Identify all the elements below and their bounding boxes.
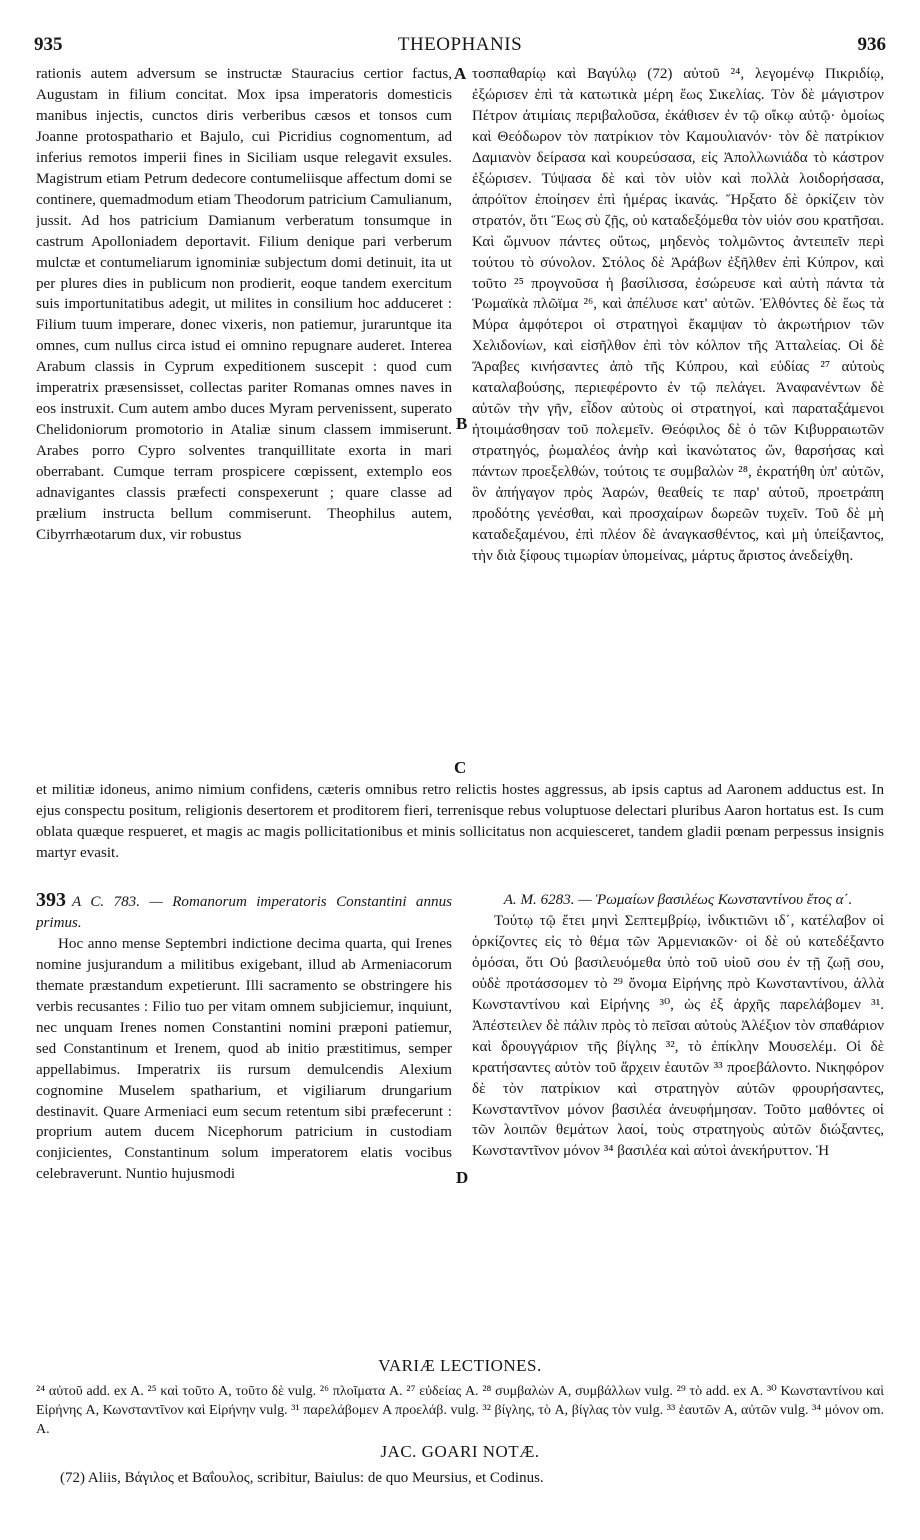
variae-lectiones-text: ²⁴ αὐτοῦ add. ex A. ²⁵ καὶ τοῦτο A, τοῦτο δὲ vulg. ²⁶ πλοῖματα A. ²⁷ εὐδείας A. ²⁸ συμβαλὼν A, συμβάλλων vulg. ²⁹ τὸ add. ex A. ³⁰ Κωνσταντίνου καὶ Εἰρήνης A, Κωνσταντῖνον καὶ Εἰρήνην vulg. ³¹ παρελάβομεν A προελάβ. vulg. ³² βίγλης, τὸ A, βίγλας τὸν vulg. ³³ ἑαυτῶν A, αὐτῶν vulg. ³⁴ μόνον om. A.	[36, 1384, 884, 1437]
greek-section-heading	[472, 890, 884, 911]
latin-heading-text: A C. 783. — Romanorum imperatoris Constantini annus primus.	[36, 894, 452, 931]
margin-marker-c: C	[454, 758, 467, 777]
running-title: THEOPHANIS	[397, 34, 523, 55]
latin-section-heading	[36, 890, 452, 934]
latin-paragraph: rationis autem adversum se instructæ Stauracius certior factus, Augustam in filium concitat. Mox ipsa imperatoris domesticis manibus injectis, cunctos diris verberibus cæsos et tonsos cum Joanne protospathario et Bajulo, cui Picridius cognomentum, ad inferius remotos imperii fines in Siciliam usque relegavit exsules. Magistrum etiam Petrum dedecore contumeliisque affectum domi se continere, quemadmodum etiam Theodorum patricium Camulianum, jussit. Ad hos patricium Damianum verberatum tonsumque in castrum Apolloniadem deportavit. Filium denique pari verberum mulctæ et contumeliarum ignominiæ subjectum domi detinuit, ita ut per plures dies in publicum non prodierit, eoque tandem exercitum suis importunitatibus adegit, ut milites in consilium hoc adduceret : Filium tuum imperare, donec vixeris, non patiemur, juraruntque ita omnes, cum nullus circa istud ei omnino repugnare auderet. Interea Arabum classis in Cyprum expeditionem suscepit : quod cum imperatrix præsensisset, collectas pariter Romanas omnes naves in eos instruxit. Cum autem ambo duces Myram pervenissent, superato Chelidoniorum promotorio in Ataliæ sinum classem immiserunt. Arabes porro Cypro solventes tranquillitate exorta in mari oberrabant. Cumque terram prospicere cœpissent, extemplo eos adnavigantes classis præfecti conspexerunt ; quare classe ad prælium instructa bellum commiserunt. Theophilus autem, Cibyrrhæotarum dux, vir robustus	[36, 66, 452, 543]
margin-marker-a: A	[454, 64, 467, 83]
goar-notes-heading: JAC. GOARI NOTÆ.	[380, 1442, 540, 1461]
margin-marker-b: B	[456, 414, 468, 433]
greek-paragraph: Τούτῳ τῷ ἔτει μηνὶ Σεπτεμβρίῳ, ἰνδικτιῶνι ιδ΄, κατέλαβον οἱ ὁρκίζοντες εἰς τὸ θέμα τῶν Ἀρμενιακῶν· οἱ δὲ οὐ κατεδέξαντο ὀμόσαι, ὅτι Οὐ βασιλευόμεθα ὑπὸ τοῦ υἱοῦ σου ἐν τῇ ζωῇ σου, οὐδὲ προτάσσομεν τὸ ²⁹ ὄνομα Εἰρήνης πρὸ Κωνσταντίνου, ἀλλὰ Κωνσταντίνου καὶ Εἰρήνης ³⁰, ὡς ἐξ ἀρχῆς παρελάβομεν ³¹. Ἀπέστειλεν δὲ πάλιν πρὸς τὸ πεῖσαι αὐτοὺς Ἀλέξιον τὸν σπαθάριον καὶ δρουγγάριον τῆς βίγλης ³², τὸ ἐπίκλην Μουσελέμ. Οἱ δὲ κρατήσαντες αὐτὸν τοῦ ἄρχειν ἑαυτῶν ³³ προεβάλοντο. Νικηφόρον δὲ τὸν πατρίκιον καὶ στρατηγὸν αὐτῶν φρουρήσαντες, Κωνσταντῖνον μόνον βασιλέα ἀνευφήμησαν. Τοῦτο μαθόντες οἱ τῶν λοιπῶν θεμάτων λαοί, τοὺς στρατηγοὺς αὐτῶν διώξαντες, Κωνσταντῖνον μόνον ³⁴ βασιλέα καὶ αὐτοὶ ἀνεκήρυττον. Ἡ	[472, 912, 884, 1160]
page-number-left: 935	[34, 34, 63, 55]
latin-column-top	[36, 64, 452, 780]
greek-column-top	[472, 64, 884, 780]
greek-heading-text: A. M. 6283. — Ῥωμαίων βασιλέως Κωνσταντίνου ἔτος α΄.	[503, 892, 853, 908]
section-number: 393	[36, 890, 66, 911]
latin-paragraph: Hoc anno mense Septembri indictione decima quarta, qui Irenes nomine jusjurandum a militibus exigebant, illud ab Armeniacorum themate præstandum expetierunt. Illi sacramento se obstringere his verbis recusantes : Filio tuo per vitam omnem subjiciemur, inquiunt, nec unquam Irenes nomen Constantini nomini præponi patiemur, sed Constantinum et Irenem, quod ab initio præstitimus, semper appellabimus. Imperatrix iis rursum demulcendis Alexium cognomine Muselem spatharium, et vigiliarum drungarium destinavit. Quare Armeniaci eum secum retentum sibi præfecerunt : proprium autem ducem Nicephorum patricium in custodiam conjicientes, Constantinum solum imperatorem elatis vocibus celebraverunt. Nuntio hujusmodi	[36, 935, 452, 1183]
latin-column-bottom	[36, 890, 452, 1346]
page-header	[34, 34, 886, 58]
greek-column-bottom	[472, 890, 884, 1346]
variae-lectiones-heading: VARIÆ LECTIONES.	[378, 1356, 542, 1375]
full-width-text: et militiæ idoneus, animo nimium confidens, cæteris omnibus retro relictis hostes aggressus, ab ipsis captus ad Aaronem adductus est. In ejus conspectu positum, religionis desertorem et proditorem fieri, terrenisque rebus voluptuose delectari pluribus Aaron hortatus est. Is cum oblata quæque respueret, et magis ac magis pollicitationibus et minis sollicitatus non acquiesceret, tandem gladii pœnam perpessus insignis martyr evasit.	[36, 782, 884, 861]
goar-note-72: (72) Aliis, Βάγιλος et Βαΐουλος, scribitur, Baiulus: de quo Meursius, et Codinus.	[60, 1470, 544, 1486]
page-number-right: 936	[857, 34, 886, 55]
greek-paragraph: τοσπαθαρίῳ καὶ Βαγύλῳ (72) αὐτοῦ ²⁴, λεγομένῳ Πικριδίῳ, ἐξώρισεν ἐπὶ τὰ κατωτικὰ μέρη ἕως Σικελίας. Τὸν δὲ μάγιστρον Πέτρον ἀτιμίαις περιβαλοῦσα, ἐκάθισεν ἐν τῷ οἴκῳ αὐτῷ· ὁμοίως καὶ Θεόδωρον τὸν πατρίκιον τὸν Καμουλιανόν· τὸν δὲ πατρίκιον Δαμιανὸν δείρασα καὶ κουρεύσασα, εἰς Ἀπολλωνιάδα τὸ κάστρον ἐξώρισεν. Τύψασα δὲ καὶ τὸν υἱὸν καὶ πολλὰ λοιδορήσασα, ἀπρόϊτον ἐποίησεν ἐπὶ ἡμέρας ἱκανάς. Ἤρξατο δὲ ὁρκίζειν τὸν στρατόν, ὅτι Ἕως σὺ ζῇς, οὐ καταδεξόμεθα τὸν υἱόν σου κρατῆσαι. Καὶ ὤμνυον πάντες οὕτως, μηδενὸς τολμῶντος ἀντειπεῖν περὶ τούτου τὸ σύνολον. Στόλος δὲ Ἀράβων ἐξῆλθεν ἐπὶ Κύπρον, καὶ τοῦτο ²⁵ προγνοῦσα ἡ βασίλισσα, ἐσώρευσε καὶ αὐτὴ πάντα τὰ Ῥωμαϊκὰ πλῶϊμα ²⁶, καὶ ἀπέλυσε κατ' αὐτῶν. Ἐλθόντες δὲ ἕως τὰ Μύρα ἀμφότεροι οἱ στρατηγοὶ ἔκαμψαν τὸ ἀκρωτήριον τῶν Χελιδονίων, καὶ εἰσῆλθον ἐπὶ τὸν κόλπον τῆς Ἀτταλείας. Οἱ δὲ Ἄραβες κινήσαντες ἀπὸ τῆς Κύπρου, καὶ εὐδίας ²⁷ αὐτοὺς καταλαβούσης, περιεφέροντο ἐν τῷ πελάγει. Ἀναφανέντων δὲ αὐτῶν τὴν γῆν, εἶδον αὐτοὺς οἱ στρατηγοί, καὶ παραταξάμενοι ἠτοιμάσθησαν τοῦ πολεμεῖν. Θεόφιλος δὲ ὁ τῶν Κιβυρραιωτῶν στρατηγός, ῥωμαλέος ἀνὴρ καὶ ἱκανώτατος ὤν, θαρσήσας καὶ πάντων προεξελθών, τούτοις τε συμβαλὼν ²⁸, ἐκρατήθη ὑπ' αὐτῶν, ὃν ἀπήγαγον πρὸς Ἀαρών, θεαθείς τε παρ' αὐτοῦ, προετράπη προδότης γενέσθαι, καὶ προσχαίρων δωρεῶν τυχεῖν. Τοῦ δὲ μὴ καταδεξαμένου, ἐπὶ πλέον δὲ ἀναγκασθέντος, καὶ μὴ ὑπείξαντος, τὴν διὰ ξίφους τιμωρίαν ὑπομείνας, μάρτυς ἄριστος ἀνεδείχθη.	[472, 66, 884, 564]
full-width-paragraph	[36, 780, 884, 888]
margin-marker-d: D	[456, 1168, 469, 1187]
